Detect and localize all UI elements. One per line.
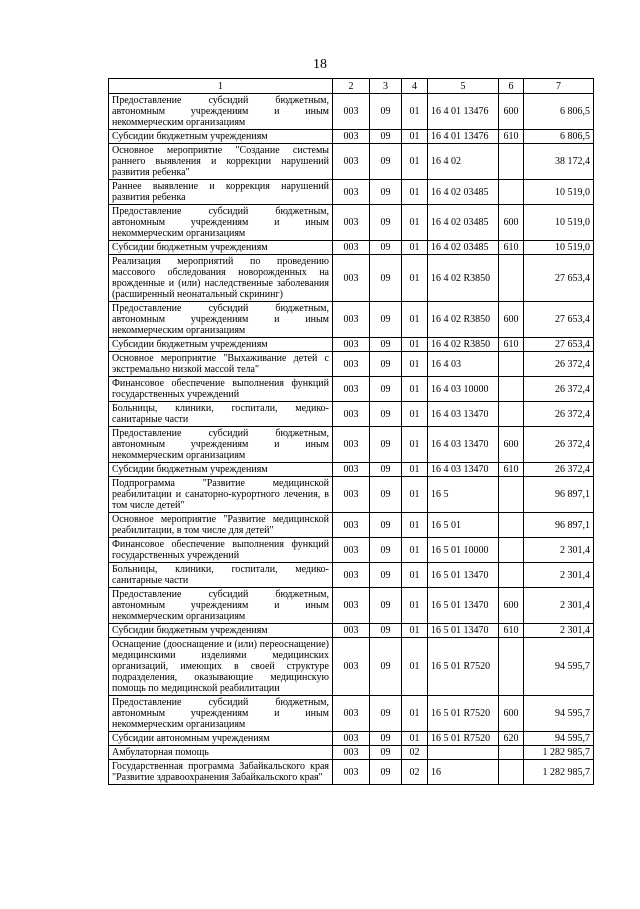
row-expense-type-code [499,538,524,563]
row-ministry-code: 003 [333,513,370,538]
row-name: Предоставление субсидий бюджетным, автономным учреждениям и иным некоммерческим организациям [109,302,333,338]
row-name: Субсидии бюджетным учреждениям [109,463,333,477]
table-row [109,205,594,241]
table-row [109,402,594,427]
row-target-code: 16 4 02 03485 [428,241,499,255]
row-ministry-code: 003 [333,427,370,463]
row-target-code: 16 4 01 13476 [428,94,499,130]
row-expense-type-code: 610 [499,130,524,144]
table-row [109,180,594,205]
row-amount: 10 519,0 [524,205,594,241]
row-amount: 96 897,1 [524,513,594,538]
row-target-code: 16 5 01 13470 [428,588,499,624]
table-row [109,563,594,588]
row-subsection-code: 01 [402,255,428,302]
row-ministry-code: 003 [333,696,370,732]
row-section-code: 09 [370,338,402,352]
row-amount: 26 372,4 [524,427,594,463]
row-section-code: 09 [370,588,402,624]
header-col-6: 6 [499,79,524,94]
row-subsection-code: 01 [402,377,428,402]
row-target-code: 16 4 03 13470 [428,427,499,463]
row-target-code: 16 4 03 [428,352,499,377]
row-expense-type-code [499,352,524,377]
row-expense-type-code: 610 [499,338,524,352]
table-row [109,588,594,624]
table-row [109,513,594,538]
row-ministry-code: 003 [333,638,370,696]
row-target-code: 16 [428,760,499,785]
row-expense-type-code [499,144,524,180]
row-ministry-code: 003 [333,588,370,624]
header-row [109,79,594,94]
row-amount: 26 372,4 [524,352,594,377]
row-subsection-code: 01 [402,477,428,513]
row-section-code: 09 [370,538,402,563]
row-subsection-code: 01 [402,427,428,463]
header-col-3: 3 [370,79,402,94]
row-ministry-code: 003 [333,352,370,377]
row-amount: 6 806,5 [524,130,594,144]
row-subsection-code: 01 [402,338,428,352]
row-subsection-code: 01 [402,624,428,638]
row-section-code: 09 [370,746,402,760]
row-subsection-code: 01 [402,144,428,180]
row-amount: 1 282 985,7 [524,746,594,760]
row-target-code: 16 5 01 R7520 [428,732,499,746]
row-ministry-code: 003 [333,205,370,241]
row-name: Финансовое обеспечение выполнения функций государственных учреждений [109,538,333,563]
row-ministry-code: 003 [333,624,370,638]
row-name: Субсидии бюджетным учреждениям [109,241,333,255]
header-col-2: 2 [333,79,370,94]
row-ministry-code: 003 [333,338,370,352]
row-subsection-code: 01 [402,402,428,427]
row-target-code: 16 4 02 R3850 [428,255,499,302]
row-name: Субсидии бюджетным учреждениям [109,624,333,638]
row-section-code: 09 [370,402,402,427]
row-amount: 26 372,4 [524,463,594,477]
row-name: Подпрограмма "Развитие медицинской реабилитации и санаторно-курортного лечения, в том числе детей" [109,477,333,513]
row-section-code: 09 [370,513,402,538]
row-ministry-code: 003 [333,302,370,338]
table-row [109,427,594,463]
row-name: Субсидии автономным учреждениям [109,732,333,746]
row-ministry-code: 003 [333,180,370,205]
row-section-code: 09 [370,241,402,255]
table-row [109,377,594,402]
row-ministry-code: 003 [333,94,370,130]
row-name: Основное мероприятие "Создание системы раннего выявления и коррекции нарушений развития ребенка" [109,144,333,180]
row-section-code: 09 [370,696,402,732]
row-name: Больницы, клиники, госпитали, медико-санитарные части [109,402,333,427]
table-row [109,746,594,760]
row-target-code: 16 5 [428,477,499,513]
row-expense-type-code: 620 [499,732,524,746]
row-subsection-code: 02 [402,760,428,785]
table-body [109,94,594,785]
row-amount: 10 519,0 [524,180,594,205]
row-section-code: 09 [370,563,402,588]
row-ministry-code: 003 [333,241,370,255]
row-subsection-code: 01 [402,302,428,338]
row-subsection-code: 01 [402,130,428,144]
row-subsection-code: 01 [402,732,428,746]
row-target-code: 16 4 02 R3850 [428,338,499,352]
row-ministry-code: 003 [333,477,370,513]
row-expense-type-code [499,180,524,205]
row-ministry-code: 003 [333,746,370,760]
row-section-code: 09 [370,463,402,477]
row-subsection-code: 01 [402,513,428,538]
row-expense-type-code: 610 [499,241,524,255]
row-expense-type-code: 600 [499,302,524,338]
row-subsection-code: 01 [402,588,428,624]
row-amount: 2 301,4 [524,538,594,563]
row-expense-type-code [499,563,524,588]
row-target-code: 16 4 02 R3850 [428,302,499,338]
table-row [109,352,594,377]
table-row [109,94,594,130]
row-name: Предоставление субсидий бюджетным, автономным учреждениям и иным некоммерческим организациям [109,588,333,624]
row-ministry-code: 003 [333,732,370,746]
row-name: Предоставление субсидий бюджетным, автономным учреждениям и иным некоммерческим организациям [109,94,333,130]
table-row [109,760,594,785]
row-ministry-code: 003 [333,463,370,477]
row-section-code: 09 [370,180,402,205]
table-header [109,79,594,94]
row-subsection-code: 01 [402,538,428,563]
row-name: Субсидии бюджетным учреждениям [109,338,333,352]
row-amount: 27 653,4 [524,338,594,352]
row-expense-type-code [499,760,524,785]
row-expense-type-code [499,513,524,538]
row-target-code: 16 5 01 R7520 [428,696,499,732]
row-target-code: 16 4 02 03485 [428,205,499,241]
row-name: Оснащение (дооснащение и (или) переоснащение) медицинскими изделиями медицинских организаций, имеющих в своей структуре подразделения, оказывающие медицинскую помощь по медицинской реабилитации [109,638,333,696]
header-col-4: 4 [402,79,428,94]
row-section-code: 09 [370,94,402,130]
row-section-code: 09 [370,624,402,638]
row-name: Основное мероприятие "Выхаживание детей с экстремально низкой массой тела" [109,352,333,377]
row-amount: 1 282 985,7 [524,760,594,785]
row-subsection-code: 01 [402,94,428,130]
row-amount: 38 172,4 [524,144,594,180]
row-target-code: 16 4 01 13476 [428,130,499,144]
row-target-code: 16 5 01 R7520 [428,638,499,696]
row-target-code: 16 4 03 10000 [428,377,499,402]
row-name: Больницы, клиники, госпитали, медико-санитарные части [109,563,333,588]
row-ministry-code: 003 [333,760,370,785]
row-name: Предоставление субсидий бюджетным, автономным учреждениям и иным некоммерческим организациям [109,427,333,463]
row-amount: 26 372,4 [524,402,594,427]
row-amount: 96 897,1 [524,477,594,513]
row-expense-type-code [499,377,524,402]
row-amount: 2 301,4 [524,588,594,624]
row-subsection-code: 01 [402,638,428,696]
table-row [109,538,594,563]
table-row [109,241,594,255]
row-ministry-code: 003 [333,130,370,144]
row-expense-type-code: 600 [499,205,524,241]
row-name: Амбулаторная помощь [109,746,333,760]
row-amount: 94 595,7 [524,696,594,732]
row-name: Раннее выявление и коррекция нарушений развития ребенка [109,180,333,205]
table-row [109,463,594,477]
row-expense-type-code: 610 [499,624,524,638]
row-name: Государственная программа Забайкальского края "Развитие здравоохранения Забайкальского края" [109,760,333,785]
row-name: Основное мероприятие "Развитие медицинской реабилитации, в том числе для детей" [109,513,333,538]
row-ministry-code: 003 [333,402,370,427]
row-name: Предоставление субсидий бюджетным, автономным учреждениям и иным некоммерческим организациям [109,696,333,732]
row-amount: 27 653,4 [524,302,594,338]
row-amount: 27 653,4 [524,255,594,302]
row-amount: 94 595,7 [524,638,594,696]
header-col-5: 5 [428,79,499,94]
row-amount: 2 301,4 [524,563,594,588]
row-name: Финансовое обеспечение выполнения функций государственных учреждений [109,377,333,402]
header-col-1: 1 [109,79,333,94]
row-section-code: 09 [370,130,402,144]
table-row [109,130,594,144]
row-section-code: 09 [370,477,402,513]
row-expense-type-code [499,746,524,760]
row-amount: 2 301,4 [524,624,594,638]
row-name: Предоставление субсидий бюджетным, автономным учреждениям и иным некоммерческим организациям [109,205,333,241]
row-expense-type-code [499,477,524,513]
row-ministry-code: 003 [333,255,370,302]
row-amount: 6 806,5 [524,94,594,130]
row-subsection-code: 02 [402,746,428,760]
row-section-code: 09 [370,638,402,696]
row-section-code: 09 [370,377,402,402]
row-ministry-code: 003 [333,563,370,588]
table-row [109,477,594,513]
page-number: 18 [313,57,327,72]
row-section-code: 09 [370,427,402,463]
row-section-code: 09 [370,732,402,746]
row-subsection-code: 01 [402,463,428,477]
budget-table [108,78,594,785]
row-expense-type-code: 600 [499,588,524,624]
row-name: Реализация мероприятий по проведению массового обследования новорожденных на врожденные и (или) наследственные заболевания (расширенный неонатальный скрининг) [109,255,333,302]
row-subsection-code: 01 [402,352,428,377]
row-expense-type-code [499,255,524,302]
row-target-code: 16 4 02 03485 [428,180,499,205]
table-row [109,696,594,732]
row-section-code: 09 [370,144,402,180]
row-target-code: 16 5 01 10000 [428,538,499,563]
row-subsection-code: 01 [402,241,428,255]
row-target-code: 16 4 02 [428,144,499,180]
row-target-code: 16 5 01 13470 [428,563,499,588]
row-target-code: 16 4 03 13470 [428,402,499,427]
row-expense-type-code: 600 [499,427,524,463]
row-subsection-code: 01 [402,696,428,732]
row-section-code: 09 [370,302,402,338]
row-section-code: 09 [370,760,402,785]
row-expense-type-code [499,638,524,696]
row-amount: 10 519,0 [524,241,594,255]
table-row [109,144,594,180]
row-amount: 94 595,7 [524,732,594,746]
row-section-code: 09 [370,205,402,241]
row-section-code: 09 [370,255,402,302]
row-expense-type-code [499,402,524,427]
row-expense-type-code: 600 [499,94,524,130]
row-expense-type-code: 610 [499,463,524,477]
row-subsection-code: 01 [402,563,428,588]
row-target-code [428,746,499,760]
table-row [109,624,594,638]
row-target-code: 16 4 03 13470 [428,463,499,477]
row-ministry-code: 003 [333,144,370,180]
table-row [109,302,594,338]
table-row [109,638,594,696]
row-ministry-code: 003 [333,538,370,563]
row-subsection-code: 01 [402,180,428,205]
header-col-7: 7 [524,79,594,94]
row-target-code: 16 5 01 [428,513,499,538]
row-expense-type-code: 600 [499,696,524,732]
table-row [109,732,594,746]
row-name: Субсидии бюджетным учреждениям [109,130,333,144]
table-row [109,338,594,352]
row-amount: 26 372,4 [524,377,594,402]
row-ministry-code: 003 [333,377,370,402]
row-subsection-code: 01 [402,205,428,241]
row-section-code: 09 [370,352,402,377]
table-row [109,255,594,302]
row-target-code: 16 5 01 13470 [428,624,499,638]
